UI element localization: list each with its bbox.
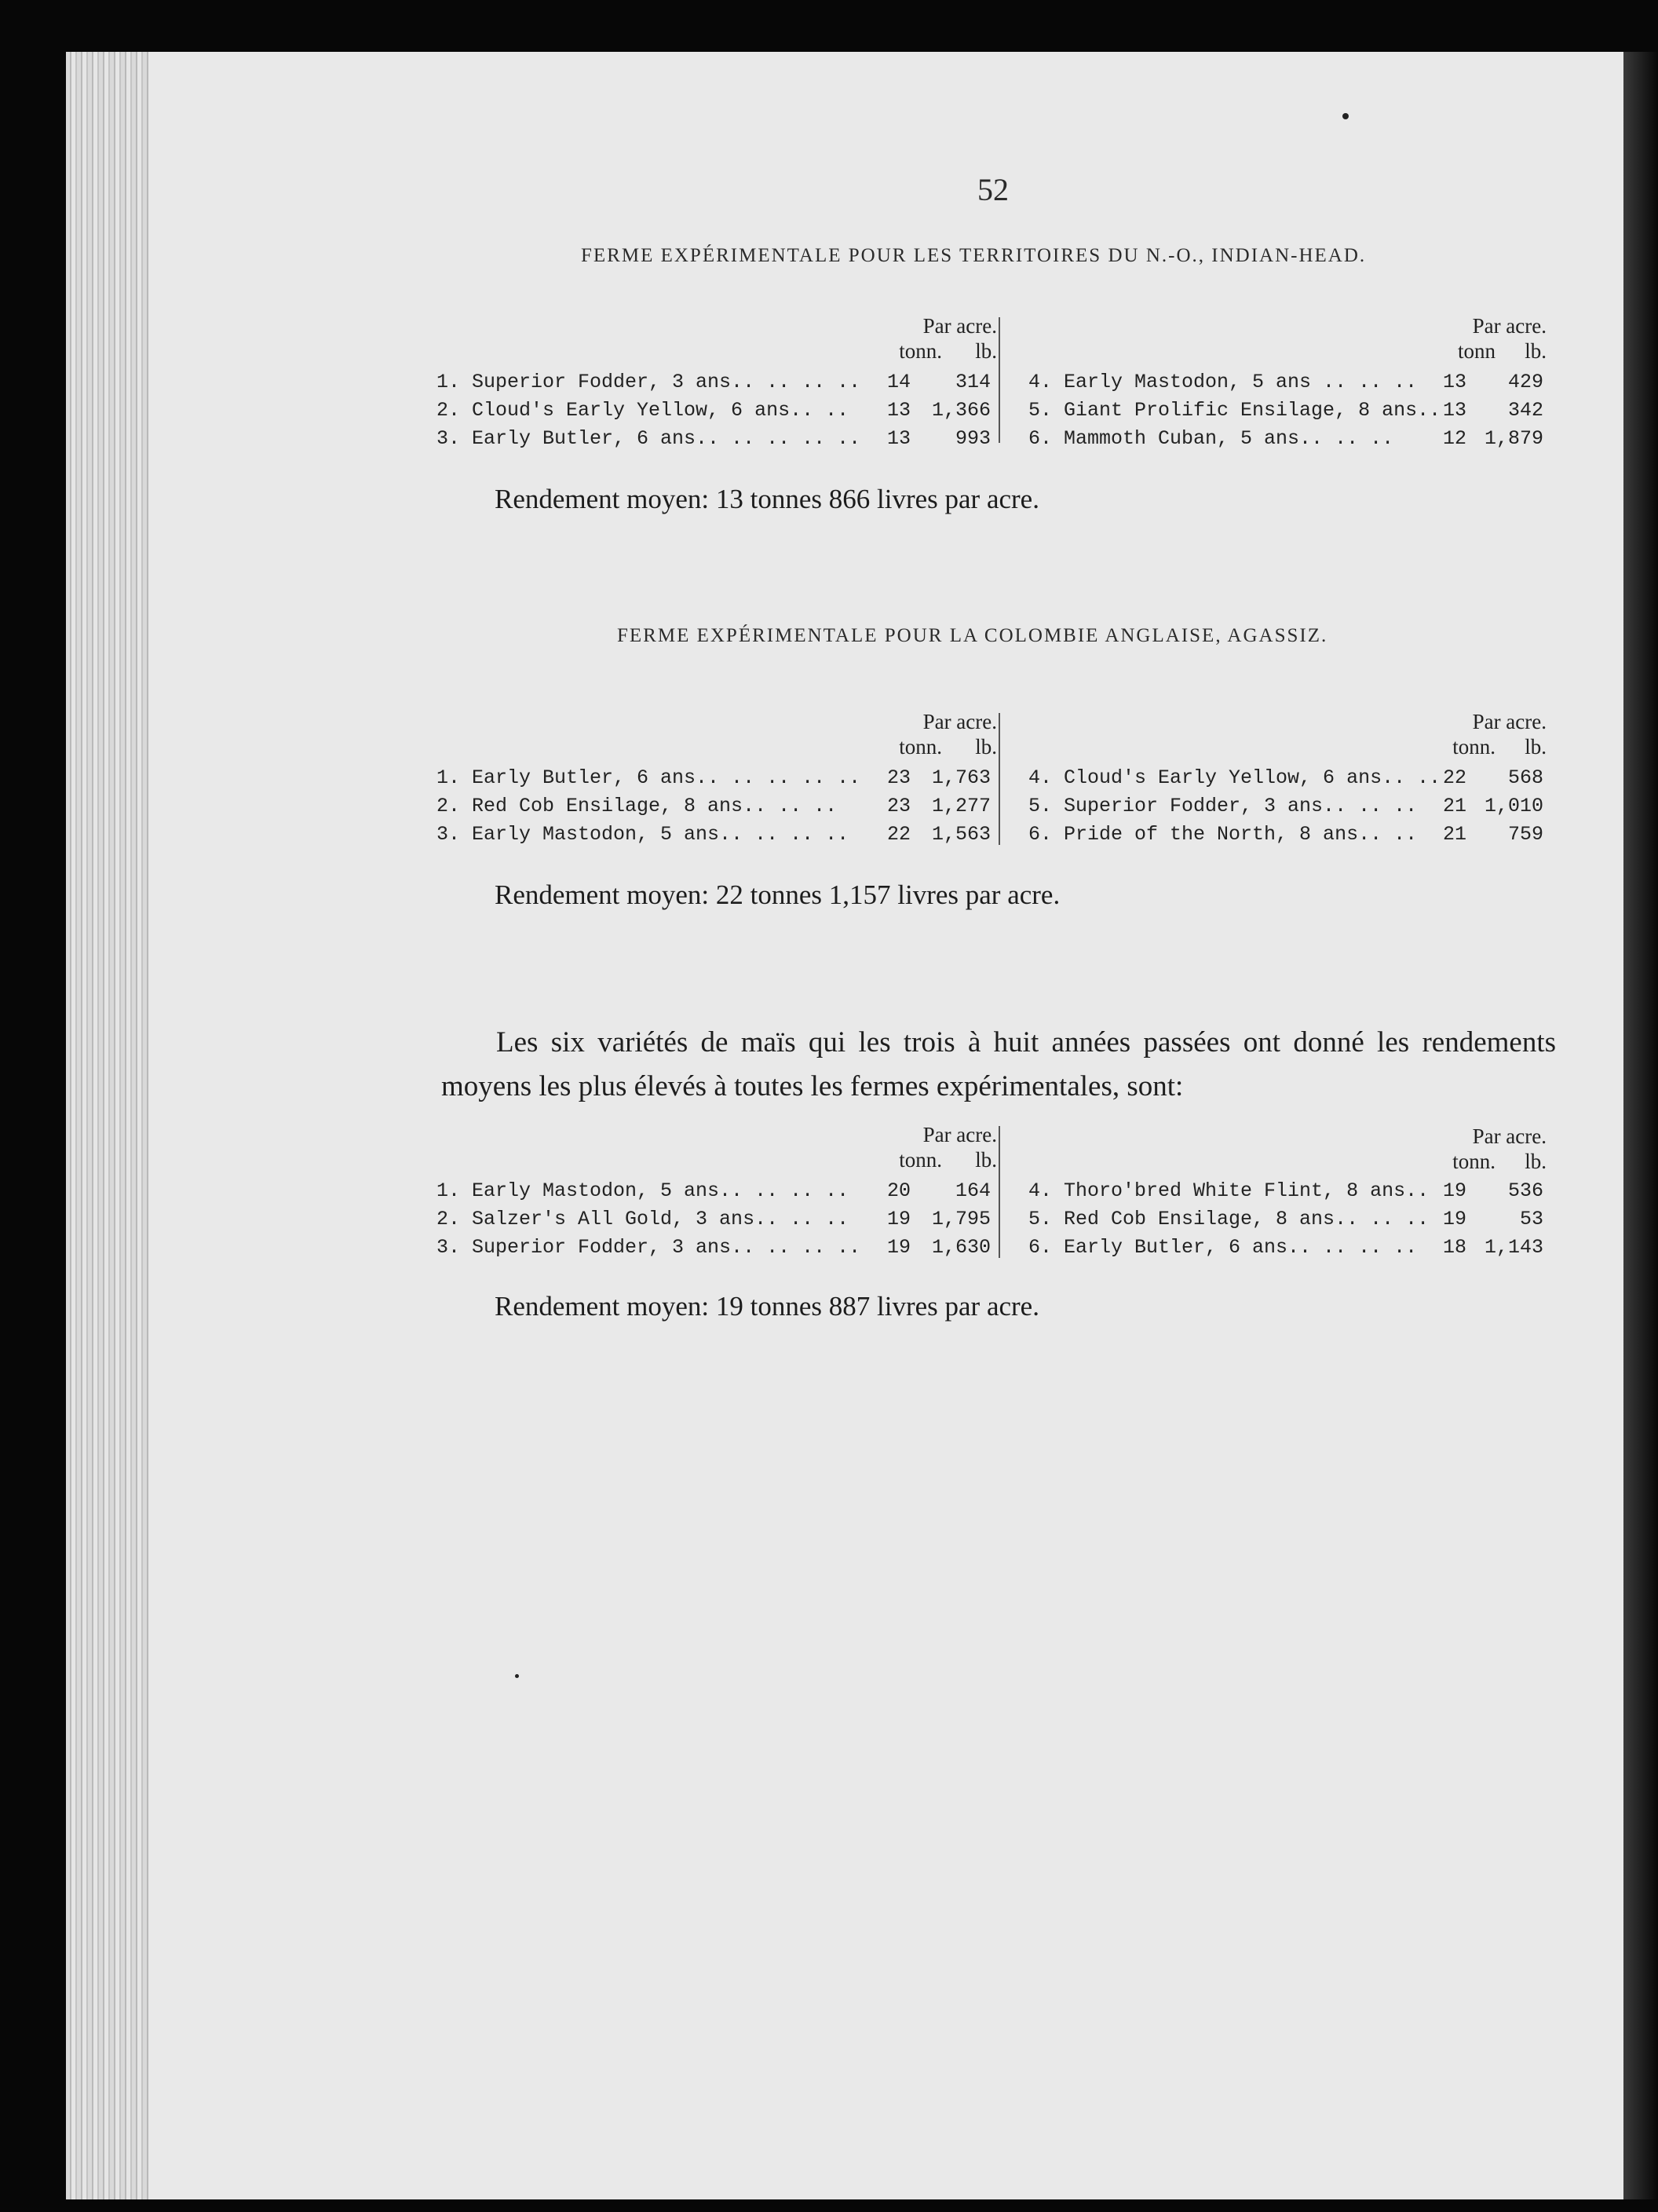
table-row: 5. Red Cob Ensilage, 8 ans.. .. .. [1028, 1208, 1430, 1230]
cell-lb: 1,010 [1484, 795, 1543, 817]
cell-tonn: 21 [1442, 823, 1466, 846]
mean-yield-best-varieties: Rendement moyen: 19 tonnes 887 livres par acre. [495, 1291, 1039, 1322]
cell-tonn: 13 [886, 427, 911, 450]
cell-lb: 993 [955, 427, 991, 450]
cell-lb: 1,277 [931, 795, 991, 817]
table-row: 3. Early Butler, 6 ans.. .. .. .. .. [436, 427, 861, 450]
cell-tonn: 22 [886, 823, 911, 846]
cell-tonn: 12 [1442, 427, 1466, 450]
cell-tonn: 13 [1442, 399, 1466, 422]
cell-tonn: 18 [1442, 1236, 1466, 1259]
col-header-lb-right: lb. [1525, 1150, 1547, 1173]
col-header-par-acre-right: Par acre. [1472, 314, 1547, 338]
page-number: 52 [977, 172, 1009, 207]
summary-paragraph: Les six variétés de maïs qui les trois à huit années passées ont donné les rendements moyens les plus élevés à toutes les fermes expérimentales, sont: [441, 1026, 1556, 1102]
cell-tonn: 19 [1442, 1208, 1466, 1230]
col-header-lb: lb. [975, 339, 997, 363]
table-row: 2. Red Cob Ensilage, 8 ans.. .. .. [436, 795, 838, 817]
col-header-par-acre-right: Par acre. [1472, 710, 1547, 733]
cell-lb: 568 [1507, 766, 1543, 789]
col-header-lb-right: lb. [1525, 735, 1547, 759]
table-row: 6. Mammoth Cuban, 5 ans.. .. .. [1028, 427, 1394, 450]
cell-lb: 164 [955, 1179, 991, 1202]
column-divider [999, 1126, 1000, 1258]
col-header-par-acre: Par acre. [922, 710, 997, 733]
cell-lb: 1,143 [1484, 1236, 1543, 1259]
cell-tonn: 14 [886, 371, 911, 393]
col-header-par-acre-right: Par acre. [1472, 1124, 1547, 1148]
cell-lb: 1,879 [1484, 427, 1543, 450]
mean-yield-indian-head: Rendement moyen: 13 tonnes 866 livres par acre. [495, 484, 1039, 514]
table-row: 1. Superior Fodder, 3 ans.. .. .. .. [436, 371, 861, 393]
cell-lb: 314 [955, 371, 991, 393]
cell-lb: 53 [1519, 1208, 1543, 1230]
cell-tonn: 19 [886, 1208, 911, 1230]
table-row: 3. Superior Fodder, 3 ans.. .. .. .. [436, 1236, 861, 1259]
cell-tonn: 13 [1442, 371, 1466, 393]
cell-tonn: 23 [886, 795, 911, 817]
table-row: 4. Cloud's Early Yellow, 6 ans.. .. [1028, 766, 1441, 789]
col-header-lb: lb. [975, 735, 997, 759]
cell-tonn: 22 [1442, 766, 1466, 789]
table-row: 5. Giant Prolific Ensilage, 8 ans.. [1028, 399, 1441, 422]
col-header-lb: lb. [975, 1148, 997, 1172]
cell-lb: 342 [1507, 399, 1543, 422]
table-row: 4. Thoro'bred White Flint, 8 ans.. [1028, 1179, 1430, 1202]
col-header-tonn-right: tonn [1457, 339, 1495, 363]
cell-tonn: 20 [886, 1179, 911, 1202]
col-header-lb-right: lb. [1525, 339, 1547, 363]
cell-tonn: 13 [886, 399, 911, 422]
page-shadow [1623, 52, 1658, 2199]
section-heading-agassiz: FERME EXPÉRIMENTALE POUR LA COLOMBIE ANGLAISE, AGASSIZ. [617, 625, 1328, 646]
col-header-par-acre: Par acre. [922, 1123, 997, 1146]
cell-lb: 759 [1507, 823, 1543, 846]
col-header-tonn: tonn. [899, 339, 942, 363]
ink-speck [1342, 113, 1349, 119]
col-header-tonn-right: tonn. [1452, 1150, 1495, 1173]
table-row: 3. Early Mastodon, 5 ans.. .. .. .. [436, 823, 849, 846]
table-row: 5. Superior Fodder, 3 ans.. .. .. [1028, 795, 1418, 817]
ink-speck [515, 1674, 519, 1678]
column-divider [999, 713, 1000, 845]
cell-lb: 536 [1507, 1179, 1543, 1202]
table-row: 6. Early Butler, 6 ans.. .. .. .. [1028, 1236, 1418, 1259]
cell-lb: 1,630 [931, 1236, 991, 1259]
cell-tonn: 21 [1442, 795, 1466, 817]
cell-lb: 1,763 [931, 766, 991, 789]
col-header-tonn-right: tonn. [1452, 735, 1495, 759]
cell-lb: 1,366 [931, 399, 991, 422]
col-header-par-acre: Par acre. [922, 314, 997, 338]
cell-tonn: 23 [886, 766, 911, 789]
col-header-tonn: tonn. [899, 735, 942, 759]
cell-tonn: 19 [1442, 1179, 1466, 1202]
cell-lb: 1,563 [931, 823, 991, 846]
col-header-tonn: tonn. [899, 1148, 942, 1172]
cell-tonn: 19 [886, 1236, 911, 1259]
mean-yield-agassiz: Rendement moyen: 22 tonnes 1,157 livres par acre. [495, 879, 1061, 910]
section-heading-indian-head: FERME EXPÉRIMENTALE POUR LES TERRITOIRES DU N.-O., INDIAN-HEAD. [581, 245, 1367, 266]
table-row: 1. Early Mastodon, 5 ans.. .. .. .. [436, 1179, 849, 1202]
column-divider [999, 317, 1000, 443]
book-page-edges [66, 52, 152, 2199]
cell-lb: 1,795 [931, 1208, 991, 1230]
table-row: 4. Early Mastodon, 5 ans .. .. .. [1028, 371, 1418, 393]
cell-lb: 429 [1507, 371, 1543, 393]
table-row: 2. Cloud's Early Yellow, 6 ans.. .. [436, 399, 849, 422]
table-row: 1. Early Butler, 6 ans.. .. .. .. .. [436, 766, 861, 789]
table-row: 2. Salzer's All Gold, 3 ans.. .. .. [436, 1208, 849, 1230]
table-row: 6. Pride of the North, 8 ans.. .. [1028, 823, 1418, 846]
